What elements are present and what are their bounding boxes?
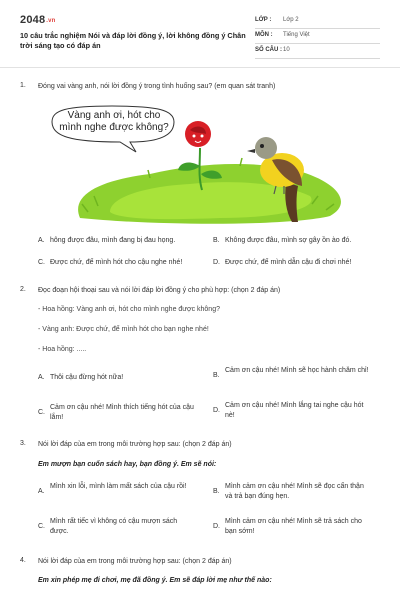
- dialogue-line: - Hoa hồng: Vàng anh ơi, hót cho mình nghe được không?: [38, 306, 220, 313]
- q2-option-a[interactable]: [38, 368, 198, 388]
- option-letter: B.: [213, 488, 220, 495]
- option-text: Không được đâu, mình sợ gây ồn ào đó.: [225, 237, 352, 244]
- speech-bubble: [52, 106, 174, 152]
- question-text: Đóng vai vàng anh, nói lời đồng ý trong tình huống sau? (em quan sát tranh): [38, 83, 276, 90]
- q2-option-b[interactable]: [213, 366, 373, 386]
- option-text: Cảm ơn cậu nhé! Mình sẽ học hành chăm chỉ!: [225, 367, 369, 374]
- option-text: Thôi cậu đừng hót nữa!: [50, 374, 124, 381]
- option-letter: B.: [213, 237, 220, 244]
- option-text: Được chứ, để mình dẫn cậu đi chơi nhé!: [225, 259, 352, 266]
- option-letter: A.: [38, 374, 45, 381]
- question-number: 1.: [20, 82, 26, 89]
- meta-table: [255, 14, 380, 59]
- meta-value: Tiếng Việt: [283, 32, 310, 38]
- question-number: 3.: [20, 440, 26, 447]
- question-text: Đọc đoạn hội thoại sau và nói lời đáp lời đồng ý cho phù hợp: (chọn 2 đáp án): [38, 287, 281, 294]
- option-text: Cảm ơn cậu nhé! Mình thích tiếng hót của cậu lắm!: [50, 404, 194, 421]
- meta-row-count: [255, 44, 380, 59]
- bubble-text: Vàng anh ơi, hót cho mình nghe được không?: [59, 110, 169, 133]
- q3-option-b[interactable]: [213, 482, 373, 502]
- q2-option-d[interactable]: [213, 401, 373, 421]
- meta-value: Lớp 2: [283, 17, 299, 23]
- option-text: Mình xin lỗi, mình làm mất sách của cậu rồi!: [50, 483, 187, 490]
- q2-option-c[interactable]: [38, 403, 198, 423]
- option-letter: C.: [38, 523, 45, 530]
- option-letter: D.: [213, 523, 220, 530]
- question-instruction: Em mượn bạn cuốn sách hay, bạn đồng ý. Em sẽ nói:: [38, 461, 217, 468]
- dialogue-line: - Hoa hồng: .....: [38, 346, 87, 353]
- option-text: Được chứ, để mình hót cho cậu nghe nhé!: [50, 259, 183, 266]
- meta-value: 10: [283, 47, 290, 53]
- option-letter: C.: [38, 409, 45, 416]
- meta-key: LỚP :: [255, 17, 272, 23]
- illustration-rose-and-bird: [40, 100, 360, 228]
- option-letter: A.: [38, 488, 45, 495]
- option-letter: A.: [38, 237, 45, 244]
- q3-option-a[interactable]: [38, 482, 198, 502]
- option-letter: B.: [213, 372, 220, 379]
- meta-key: MÔN :: [255, 32, 273, 38]
- meta-row-grade: [255, 14, 380, 29]
- logo-text: 2048: [20, 14, 46, 26]
- question-text: Nói lời đáp của em trong môi trường hợp sau: (chọn 2 đáp án): [38, 558, 232, 565]
- q3-option-c[interactable]: [38, 517, 198, 537]
- option-letter: C.: [38, 259, 45, 266]
- dialogue-line: - Vàng anh: Được chứ, để mình hót cho bạn nghe nhé!: [38, 326, 209, 333]
- question-text: Nói lời đáp của em trong môi trường hợp sau: (chọn 2 đáp án): [38, 441, 232, 448]
- option-text: Mình cảm ơn cậu nhé! Mình sẽ đọc cẩn thận và trả bạn đúng hẹn.: [225, 483, 364, 500]
- option-text: Mình cảm ơn cậu nhé! Mình sẽ trả sách cho bạn sớm!: [225, 518, 362, 535]
- option-text: Cảm ơn cậu nhé! Mình lắng tai nghe cậu hót nè!: [225, 402, 364, 419]
- option-text: Mình rất tiếc vì không có cậu mượn sách được.: [50, 518, 178, 535]
- site-logo[interactable]: [20, 14, 56, 26]
- document-title: 10 câu trắc nghiệm Nói và đáp lời đồng ý, lời không đồng ý Chân trời sáng tạo có đáp án: [20, 31, 246, 50]
- q3-option-d[interactable]: [213, 517, 373, 537]
- option-letter: D.: [213, 259, 220, 266]
- option-text: hông được đâu, mình đang bị đau họng.: [50, 237, 176, 244]
- question-instruction: Em xin phép mẹ đi chơi, mẹ đã đồng ý. Em sẽ đáp lời mẹ như thế nào:: [38, 577, 272, 584]
- question-number: 2.: [20, 286, 26, 293]
- option-letter: D.: [213, 407, 220, 414]
- meta-key: SỐ CÂU :: [255, 47, 282, 53]
- meta-row-subject: [255, 29, 380, 44]
- question-number: 4.: [20, 557, 26, 564]
- logo-suffix: .vn: [46, 18, 56, 24]
- document-header: [0, 0, 400, 68]
